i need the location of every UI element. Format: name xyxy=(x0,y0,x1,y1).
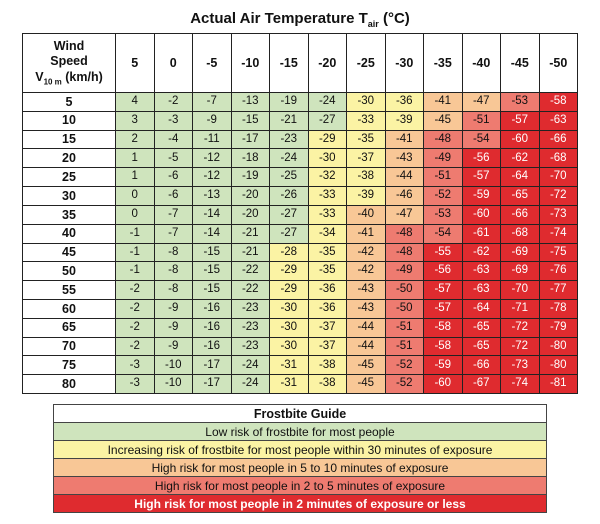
wind-chill-cell: -8 xyxy=(154,243,193,262)
wind-chill-cell: -30 xyxy=(347,93,386,112)
table-row xyxy=(23,318,578,337)
guide-level-orange: High risk for most people in 5 to 10 minutes of exposure xyxy=(54,459,547,477)
wind-chill-cell: -52 xyxy=(424,187,463,206)
wind-chill-cell: 1 xyxy=(116,168,155,187)
wind-chill-cell: -70 xyxy=(539,168,578,187)
wind-chill-cell: 3 xyxy=(116,111,155,130)
wind-chill-cell: -57 xyxy=(501,111,540,130)
wind-chill-cell: -32 xyxy=(308,168,347,187)
table-row xyxy=(23,337,578,356)
wind-chill-cell: -25 xyxy=(270,168,309,187)
wind-chill-cell: -63 xyxy=(539,111,578,130)
wind-chill-cell: -72 xyxy=(501,337,540,356)
temperature-header: -30 xyxy=(385,34,424,93)
table-row xyxy=(23,93,578,112)
title-suffix: (°C) xyxy=(378,10,410,27)
wind-chill-cell: -64 xyxy=(462,299,501,318)
wind-chill-cell: -38 xyxy=(308,356,347,375)
wind-chill-cell: -15 xyxy=(231,111,270,130)
wind-chill-cell: -22 xyxy=(231,281,270,300)
wind-speed-label: 60 xyxy=(23,299,116,318)
wind-chill-cell: -75 xyxy=(539,243,578,262)
wind-chill-cell: -17 xyxy=(193,375,232,394)
wind-chill-cell: -8 xyxy=(154,262,193,281)
wind-speed-label: 30 xyxy=(23,187,116,206)
wind-chill-cell: -45 xyxy=(424,111,463,130)
wind-chill-cell: -15 xyxy=(193,262,232,281)
wind-chill-cell: -57 xyxy=(424,299,463,318)
temperature-header: 0 xyxy=(154,34,193,93)
wind-chill-cell: -21 xyxy=(231,224,270,243)
wind-chill-cell: -2 xyxy=(116,299,155,318)
wind-chill-cell: -64 xyxy=(501,168,540,187)
table-row xyxy=(23,224,578,243)
wind-chill-cell: -20 xyxy=(231,187,270,206)
wind-chill-cell: -70 xyxy=(501,281,540,300)
wind-chill-cell: 1 xyxy=(116,149,155,168)
wind-chill-cell: -30 xyxy=(270,337,309,356)
wind-chill-cell: -21 xyxy=(270,111,309,130)
wind-chill-cell: -13 xyxy=(193,187,232,206)
temperature-header: -45 xyxy=(501,34,540,93)
table-row xyxy=(23,281,578,300)
wind-speed-label: 75 xyxy=(23,356,116,375)
wind-chill-cell: -21 xyxy=(231,243,270,262)
wind-chill-cell: -52 xyxy=(385,375,424,394)
wind-chill-cell: -10 xyxy=(154,375,193,394)
wind-chill-cell: -43 xyxy=(347,299,386,318)
v-unit: (km/h) xyxy=(61,69,103,84)
wind-chill-cell: -3 xyxy=(154,111,193,130)
wind-chill-cell: -10 xyxy=(154,356,193,375)
wind-chill-cell: -29 xyxy=(270,262,309,281)
table-row xyxy=(23,130,578,149)
wind-chill-cell: -50 xyxy=(385,281,424,300)
wind-chill-cell: 0 xyxy=(116,205,155,224)
wind-chill-cell: -61 xyxy=(462,224,501,243)
table-row xyxy=(23,205,578,224)
v-symbol: V xyxy=(35,69,44,84)
wind-chill-cell: -59 xyxy=(424,356,463,375)
wind-chill-cell: -19 xyxy=(231,168,270,187)
temperature-header-row xyxy=(23,34,578,93)
wind-chill-cell: -45 xyxy=(347,356,386,375)
wind-chill-cell: -9 xyxy=(154,337,193,356)
temperature-header: -10 xyxy=(231,34,270,93)
temperature-header: 5 xyxy=(116,34,155,93)
wind-chill-cell: -41 xyxy=(424,93,463,112)
wind-chill-cell: -51 xyxy=(462,111,501,130)
wind-chill-cell: -16 xyxy=(193,299,232,318)
wind-chill-cell: -17 xyxy=(193,356,232,375)
wind-chill-cell: -40 xyxy=(347,205,386,224)
wind-chill-cell: -68 xyxy=(539,149,578,168)
wind-chill-cell: -16 xyxy=(193,318,232,337)
wind-chill-cell: -73 xyxy=(501,356,540,375)
wind-chill-cell: -60 xyxy=(424,375,463,394)
wind-speed-label: 70 xyxy=(23,337,116,356)
wind-chill-cell: -33 xyxy=(308,187,347,206)
table-row xyxy=(23,375,578,394)
wind-chill-cell: -37 xyxy=(308,318,347,337)
wind-chill-cell: -51 xyxy=(424,168,463,187)
wind-chill-cell: -24 xyxy=(231,375,270,394)
temperature-header: -15 xyxy=(270,34,309,93)
wind-chill-cell: -9 xyxy=(193,111,232,130)
wind-chill-cell: -38 xyxy=(347,168,386,187)
wind-chill-cell: -16 xyxy=(193,337,232,356)
wind-chill-cell: -23 xyxy=(231,318,270,337)
wind-chill-cell: -44 xyxy=(347,337,386,356)
guide-level-salmon: High risk for most people in 2 to 5 minutes of exposure xyxy=(54,477,547,495)
wind-chill-cell: -6 xyxy=(154,168,193,187)
wind-chill-cell: -15 xyxy=(193,281,232,300)
wind-chill-cell: -15 xyxy=(193,243,232,262)
wind-chill-cell: -51 xyxy=(385,337,424,356)
wind-chill-cell: -3 xyxy=(116,375,155,394)
guide-level-green: Low risk of frostbite for most people xyxy=(54,423,547,441)
wind-chill-cell: -67 xyxy=(462,375,501,394)
temperature-header: -50 xyxy=(539,34,578,93)
wind-chill-cell: -71 xyxy=(501,299,540,318)
table-body xyxy=(23,93,578,394)
chart-title xyxy=(0,10,600,29)
wind-chill-cell: -58 xyxy=(424,318,463,337)
title-subscript: air xyxy=(367,19,379,29)
wind-chill-cell: -52 xyxy=(385,356,424,375)
wind-chill-cell: -19 xyxy=(270,93,309,112)
guide-level-yellow: Increasing risk of frostbite for most people within 30 minutes of exposure xyxy=(54,441,547,459)
wind-chill-cell: -39 xyxy=(347,187,386,206)
wind-chill-cell: -7 xyxy=(154,205,193,224)
wind-chill-cell: -4 xyxy=(154,130,193,149)
wind-chill-cell: -31 xyxy=(270,356,309,375)
wind-chill-cell: -18 xyxy=(231,149,270,168)
wind-chill-cell: -31 xyxy=(270,375,309,394)
wind-chill-cell: -65 xyxy=(462,337,501,356)
wind-chill-cell: -63 xyxy=(462,281,501,300)
wind-chill-cell: -53 xyxy=(501,93,540,112)
wind-chill-cell: -17 xyxy=(231,130,270,149)
temperature-header: -25 xyxy=(347,34,386,93)
wind-chill-cell: 4 xyxy=(116,93,155,112)
wind-chill-cell: -30 xyxy=(270,299,309,318)
temperature-header: -20 xyxy=(308,34,347,93)
table-row xyxy=(23,243,578,262)
wind-chill-cell: -37 xyxy=(308,337,347,356)
wind-chill-cell: -56 xyxy=(462,149,501,168)
wind-chill-cell: -66 xyxy=(462,356,501,375)
wind-chill-cell: -57 xyxy=(424,281,463,300)
wind-chill-cell: -1 xyxy=(116,243,155,262)
wind-speed-label: 20 xyxy=(23,149,116,168)
wind-chill-cell: -77 xyxy=(539,281,578,300)
wind-chill-cell: -80 xyxy=(539,356,578,375)
wind-chill-cell: -7 xyxy=(154,224,193,243)
wind-chill-cell: 0 xyxy=(116,187,155,206)
wind-chill-cell: -44 xyxy=(385,168,424,187)
wind-speed-label: 5 xyxy=(23,93,116,112)
wind-chill-cell: -24 xyxy=(270,149,309,168)
wind-chill-cell: -14 xyxy=(193,224,232,243)
wind-chill-cell: -60 xyxy=(501,130,540,149)
wind-chill-cell: -2 xyxy=(154,93,193,112)
wind-chill-cell: -57 xyxy=(462,168,501,187)
wind-chill-cell: -36 xyxy=(308,281,347,300)
temperature-header: -40 xyxy=(462,34,501,93)
wind-chill-cell: -29 xyxy=(270,281,309,300)
temperature-header: -35 xyxy=(424,34,463,93)
wind-chill-cell: -76 xyxy=(539,262,578,281)
wind-chill-cell: -14 xyxy=(193,205,232,224)
wind-chill-cell: -72 xyxy=(539,187,578,206)
wind-chill-cell: -55 xyxy=(424,243,463,262)
wind-speed-label: 15 xyxy=(23,130,116,149)
wind-chill-cell: -45 xyxy=(347,375,386,394)
wind-chill-cell: -2 xyxy=(116,281,155,300)
wind-chill-cell: -9 xyxy=(154,299,193,318)
wind-chill-cell: -9 xyxy=(154,318,193,337)
wind-chill-cell: -30 xyxy=(308,149,347,168)
wind-chill-cell: -49 xyxy=(385,262,424,281)
wind-chill-cell: -54 xyxy=(424,224,463,243)
frostbite-guide xyxy=(53,404,547,513)
wind-chill-cell: -35 xyxy=(308,262,347,281)
wind-chill-cell: -81 xyxy=(539,375,578,394)
wind-speed-label: 45 xyxy=(23,243,116,262)
wind-chill-cell: -38 xyxy=(308,375,347,394)
wind-chill-cell: -60 xyxy=(462,205,501,224)
wind-chill-cell: -74 xyxy=(501,375,540,394)
wind-speed-header-line2: Speed xyxy=(50,54,88,69)
wind-chill-cell: -27 xyxy=(270,205,309,224)
wind-chill-cell: -29 xyxy=(308,130,347,149)
wind-chill-cell: -74 xyxy=(539,224,578,243)
wind-chill-cell: -24 xyxy=(308,93,347,112)
v-subscript: 10 m xyxy=(43,77,62,87)
wind-speed-header-line1: Wind xyxy=(53,38,85,53)
wind-chill-cell: -8 xyxy=(154,281,193,300)
wind-chill-cell: -62 xyxy=(501,149,540,168)
wind-chill-cell: -28 xyxy=(270,243,309,262)
wind-chill-cell: -43 xyxy=(385,149,424,168)
wind-chill-cell: -7 xyxy=(193,93,232,112)
wind-chill-cell: -5 xyxy=(154,149,193,168)
wind-chill-cell: -35 xyxy=(347,130,386,149)
table-row xyxy=(23,111,578,130)
wind-chill-cell: -27 xyxy=(270,224,309,243)
wind-speed-label: 55 xyxy=(23,281,116,300)
guide-level-red: High risk for most people in 2 minutes of exposure or less xyxy=(54,495,547,513)
wind-chill-cell: -35 xyxy=(308,243,347,262)
wind-chill-cell: -13 xyxy=(231,93,270,112)
wind-chill-cell: -69 xyxy=(501,243,540,262)
wind-chill-cell: -23 xyxy=(270,130,309,149)
wind-chill-cell: -3 xyxy=(116,356,155,375)
wind-chill-cell: -26 xyxy=(270,187,309,206)
wind-chill-cell: -1 xyxy=(116,224,155,243)
title-prefix: Actual Air Temperature T xyxy=(190,10,368,27)
wind-chill-cell: -20 xyxy=(231,205,270,224)
wind-chill-cell: -47 xyxy=(462,93,501,112)
wind-chill-cell: -79 xyxy=(539,318,578,337)
wind-chill-cell: -80 xyxy=(539,337,578,356)
wind-chill-cell: -72 xyxy=(501,318,540,337)
wind-speed-label: 35 xyxy=(23,205,116,224)
wind-chill-cell: -42 xyxy=(347,243,386,262)
wind-chill-cell: -12 xyxy=(193,168,232,187)
wind-chill-cell: -68 xyxy=(501,224,540,243)
wind-speed-header-line3 xyxy=(35,69,103,87)
wind-chill-cell: -43 xyxy=(347,281,386,300)
wind-chill-table xyxy=(22,33,578,394)
wind-chill-cell: -2 xyxy=(116,318,155,337)
wind-chill-cell: -11 xyxy=(193,130,232,149)
wind-chill-cell: -48 xyxy=(385,224,424,243)
wind-chill-cell: -36 xyxy=(385,93,424,112)
wind-chill-cell: -48 xyxy=(424,130,463,149)
wind-chill-cell: -48 xyxy=(385,243,424,262)
wind-chill-cell: -69 xyxy=(501,262,540,281)
wind-chill-cell: -30 xyxy=(270,318,309,337)
wind-chill-cell: -59 xyxy=(462,187,501,206)
wind-chill-cell: -47 xyxy=(385,205,424,224)
wind-chill-cell: -78 xyxy=(539,299,578,318)
wind-chill-cell: -12 xyxy=(193,149,232,168)
wind-chill-cell: -58 xyxy=(424,337,463,356)
wind-chill-cell: -54 xyxy=(462,130,501,149)
wind-chill-cell: -58 xyxy=(539,93,578,112)
wind-chill-cell: 2 xyxy=(116,130,155,149)
temperature-header: -5 xyxy=(193,34,232,93)
wind-chill-cell: -51 xyxy=(385,318,424,337)
wind-chill-cell: -62 xyxy=(462,243,501,262)
wind-speed-label: 65 xyxy=(23,318,116,337)
wind-chill-cell: -63 xyxy=(462,262,501,281)
wind-chill-cell: -46 xyxy=(385,187,424,206)
wind-speed-label: 10 xyxy=(23,111,116,130)
wind-speed-label: 80 xyxy=(23,375,116,394)
wind-chill-cell: -37 xyxy=(347,149,386,168)
wind-chill-cell: -33 xyxy=(347,111,386,130)
wind-chill-cell: -41 xyxy=(347,224,386,243)
wind-chill-cell: -22 xyxy=(231,262,270,281)
table-row xyxy=(23,299,578,318)
wind-speed-label: 50 xyxy=(23,262,116,281)
guide-title: Frostbite Guide xyxy=(54,405,547,423)
wind-chill-cell: -39 xyxy=(385,111,424,130)
wind-chill-cell: -66 xyxy=(501,205,540,224)
wind-chill-cell: -49 xyxy=(424,149,463,168)
wind-chill-cell: -53 xyxy=(424,205,463,224)
table-row xyxy=(23,187,578,206)
wind-chill-cell: -2 xyxy=(116,337,155,356)
table-row xyxy=(23,262,578,281)
wind-chill-cell: -36 xyxy=(308,299,347,318)
wind-chill-cell: -27 xyxy=(308,111,347,130)
wind-chill-cell: -56 xyxy=(424,262,463,281)
wind-chill-cell: -41 xyxy=(385,130,424,149)
wind-speed-header xyxy=(23,34,116,93)
wind-chill-cell: -24 xyxy=(231,356,270,375)
wind-chill-cell: -1 xyxy=(116,262,155,281)
wind-chill-cell: -66 xyxy=(539,130,578,149)
wind-chill-cell: -65 xyxy=(462,318,501,337)
wind-speed-label: 25 xyxy=(23,168,116,187)
table-row xyxy=(23,356,578,375)
wind-chill-cell: -44 xyxy=(347,318,386,337)
wind-chill-cell: -65 xyxy=(501,187,540,206)
wind-chill-cell: -6 xyxy=(154,187,193,206)
table-row xyxy=(23,149,578,168)
wind-chill-cell: -42 xyxy=(347,262,386,281)
wind-chill-cell: -50 xyxy=(385,299,424,318)
wind-chill-cell: -23 xyxy=(231,299,270,318)
table-row xyxy=(23,168,578,187)
wind-chill-cell: -23 xyxy=(231,337,270,356)
wind-chill-cell: -34 xyxy=(308,224,347,243)
wind-chill-cell: -73 xyxy=(539,205,578,224)
wind-speed-label: 40 xyxy=(23,224,116,243)
wind-chill-cell: -33 xyxy=(308,205,347,224)
